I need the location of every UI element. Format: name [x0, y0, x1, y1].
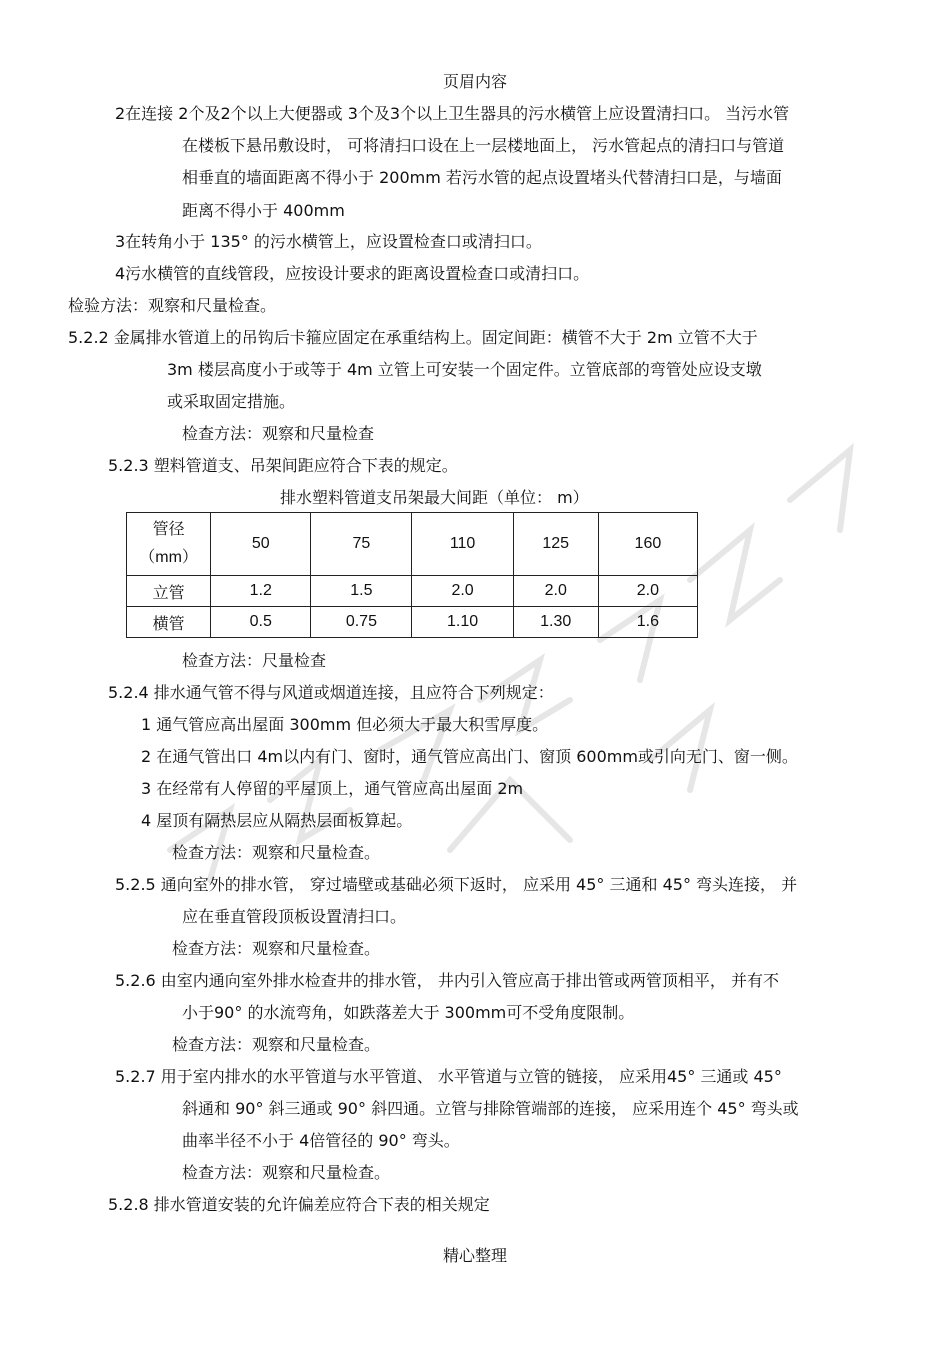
section-5-2-7: 5.2.7 用于室内排水的水平管道与水平管道、 水平管道与立管的链接， 应采用45° 三通或 45° — [115, 1067, 782, 1086]
inspection-method: 检查方法：观察和尺量检查。 — [172, 939, 381, 958]
table-header-cell: 110 — [412, 513, 513, 576]
table-cell: 1.2 — [211, 576, 311, 607]
text-line: 或采取固定措施。 — [167, 392, 296, 411]
section-5-2-3: 5.2.3 塑料管道支、吊架间距应符合下表的规定。 — [108, 456, 458, 475]
list-item: 3 在经常有人停留的平屋顶上，通气管应高出屋面 2m — [141, 779, 524, 798]
table-cell: 1.6 — [598, 607, 697, 638]
inspection-method: 检查方法：观察和尺量检查。 — [172, 1035, 381, 1054]
table-header-cell: 125 — [513, 513, 598, 576]
section-5-2-6: 5.2.6 由室内通向室外排水检查井的排水管， 井内引入管应高于排出管或两管顶相平， 并有不 — [115, 971, 779, 990]
page-header: 页眉内容 — [442, 72, 507, 91]
text-line: 3m 楼层高度小于或等于 4m 立管上可安装一个固定件。立管底部的弯管处应设支墩 — [167, 360, 762, 379]
inspection-method: 检查方法：观察和尺量检查。 — [182, 1163, 391, 1182]
text-line: 2在连接 2个及2个以上大便器或 3个及3个以上卫生器具的污水横管上应设置清扫口。 当污水管 — [115, 104, 790, 123]
text-line: 距离不得小于 400mm — [182, 201, 345, 220]
table-cell: 1.5 — [311, 576, 412, 607]
table-cell: 0.5 — [211, 607, 311, 638]
section-5-2-8: 5.2.8 排水管道安装的允许偏差应符合下表的相关规定 — [108, 1195, 490, 1214]
table-header-cell: 50 — [211, 513, 311, 576]
list-item: 2 在通气管出口 4m以内有门、窗时，通气管应高出门、窗顶 600mm或引向无门、窗一侧。 — [141, 747, 798, 766]
text-line: 小于90° 的水流弯角，如跌落差大于 300mm可不受角度限制。 — [182, 1003, 635, 1022]
text-line: 相垂直的墙面距离不得小于 200mm 若污水管的起点设置堵头代替清扫口是，与墙面 — [182, 168, 782, 187]
text-line: 在楼板下悬吊敷设时， 可将清扫口设在上一层楼地面上， 污水管起点的清扫口与管道 — [182, 136, 785, 155]
table-header-cell: 75 — [311, 513, 412, 576]
text-line: 应在垂直管段顶板设置清扫口。 — [182, 907, 407, 926]
list-item: 1 通气管应高出屋面 300mm 但必须大于最大积雪厚度。 — [141, 715, 549, 734]
table-header-row — [127, 513, 698, 576]
text-line: 斜通和 90° 斜三通或 90° 斜四通。立管与排除管端部的连接， 应采用连个 45° 弯头或 — [182, 1099, 799, 1118]
page-footer: 精心整理 — [442, 1246, 507, 1265]
table-cell: 2.0 — [598, 576, 697, 607]
inspection-method: 检查方法：尺量检查 — [182, 651, 327, 670]
inspection-method: 检查方法：观察和尺量检查。 — [172, 843, 381, 862]
table-row — [127, 576, 698, 607]
text-line: 4污水横管的直线管段，应按设计要求的距离设置检查口或清扫口。 — [115, 264, 590, 283]
table-header-label: 管径 （mm） — [127, 513, 211, 576]
text-line: 3在转角小于 135° 的污水横管上，应设置检查口或清扫口。 — [115, 232, 542, 251]
text-line: 检验方法：观察和尺量检查。 — [68, 296, 277, 315]
table-cell: 2.0 — [412, 576, 513, 607]
section-5-2-4: 5.2.4 排水通气管不得与风道或烟道连接，且应符合下列规定： — [108, 683, 554, 702]
table-row-label: 立管 — [127, 576, 211, 607]
table-caption: 排水塑料管道支吊架最大间距（单位： m） — [280, 488, 589, 507]
table-cell: 1.10 — [412, 607, 513, 638]
table-cell: 2.0 — [513, 576, 598, 607]
inspection-method: 检查方法：观察和尺量检查 — [182, 424, 375, 443]
text-line: 曲率半径不小于 4倍管径的 90° 弯头。 — [182, 1131, 460, 1150]
table-row-label: 横管 — [127, 607, 211, 638]
section-5-2-5: 5.2.5 通向室外的排水管， 穿过墙壁或基础必须下返时， 应采用 45° 三通和 45° 弯头连接， 并 — [115, 875, 798, 894]
section-5-2-2: 5.2.2 金属排水管道上的吊钩后卡箍应固定在承重结构上。固定间距：横管不大于 2m 立管不大于 — [68, 328, 758, 347]
table-row — [127, 607, 698, 638]
list-item: 4 屋顶有隔热层应从隔热层面板算起。 — [141, 811, 413, 830]
table-header-cell: 160 — [598, 513, 697, 576]
table-cell: 1.30 — [513, 607, 598, 638]
support-spacing-table — [126, 512, 698, 638]
table-cell: 0.75 — [311, 607, 412, 638]
